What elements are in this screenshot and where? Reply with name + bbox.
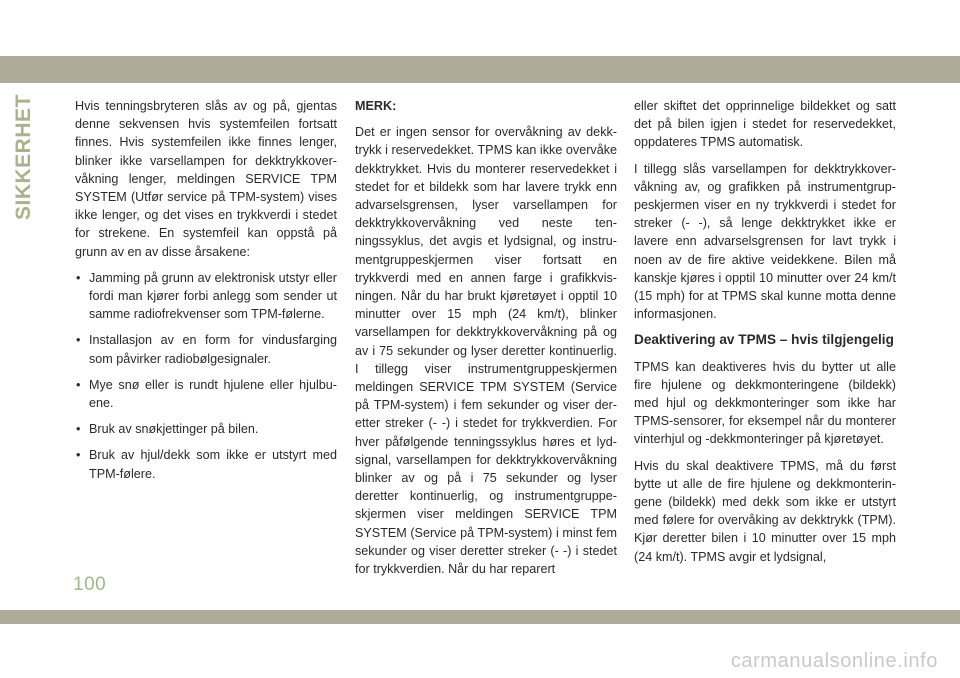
list-item: • Bruk av hjul/dekk som ikke er utstyrt med TPM-følere. — [75, 446, 337, 482]
header-band — [0, 56, 960, 83]
section-heading: Deaktivering av TPMS – hvis tilgjengelig — [634, 332, 894, 348]
continuation-paragraph: eller skiftet det opprinnelige bildekket og satt det på bilen igjen i stedet for reservedekket, oppdateres TPMS automatisk. — [634, 99, 896, 150]
column-1 — [75, 97, 337, 491]
cause-list — [75, 269, 337, 483]
intro-paragraph: Hvis tenningsbryteren slås av og på, gjentas denne sekvensen hvis systemfeilen fortsatt finnes. Hvis systemfeilen ikke finnes lenger, blinker ikke varsellampen for dekktrykkovervåkning lenger, meldingen SERVICE TPM SYSTEM (Utfør service på TPM-system) vises ikke lenger, og det vises en trykkverdi i stedet for strekene. En systemfeil kan oppstå på grunn av en av disse årsakene: — [75, 99, 337, 259]
deactivation-paragraph: TPMS kan deaktiveres hvis du bytter ut alle fire hjulene og dekkmonteringene (bildekk) med hjul og dekkmonteringer som ikke har TPMS-sensorer, for eksempel når du monterer vinterhjul og -dekkmonteringer på kjøretøyet. — [634, 359, 896, 447]
section-label: SIKKERHET — [12, 94, 35, 220]
list-item: • Bruk av snøkjettinger på bilen. — [75, 420, 337, 438]
watermark: carmanualsonline.info — [730, 650, 938, 672]
list-item: • Jamming på grunn av elektronisk utstyr eller fordi man kjører forbi anlegg som sender ut samme radiofrekvenser som TPM-følerne. — [75, 269, 337, 324]
list-item: • Installasjon av en form for vindusfarging som påvirker radiobølgesignaler. — [75, 331, 337, 367]
note-paragraph: Det er ingen sensor for overvåkning av dekktrykk i reservedekket. TPMS kan ikke overvåke dekktrykket. Hvis du monterer reservedekket i stedet for et bildekk som har lavere trykk enn advarselsgrensen, lyser varsellampen for dekktrykkovervåkning ved neste tenningssyklus, det avgis et lydsignal, og instrumentgruppeskjermen viser fortsatt en trykkverdi med en annen farge i grafikkvisningen. Når du har brukt kjøretøyet i opptil 10 minutter over 15 mph (24 km/t), blinker varsellampen for dekktrykkovervåkning på og av i 75 sekunder og lyser deretter kontinuerlig. I tillegg viser instrumentgruppeskjermen meldingen SERVICE TPM SYSTEM (Service på TPM-system) i fem sekunder og viser deretter streker (- -) i stedet for trykkverdien. For hver påfølgende tenningssyklus høres et lydsignal, varsellampen for dekktrykkovervåkning blinker av og på i 75 sekunder og lyser deretter kontinuerlig, og instrumentgruppeskjermen viser meldingen SERVICE TPM SYSTEM (Service på TPM-system) i minst fem sekunder og viser deretter streker (- -) i stedet for trykkverdien. Når du har reparert — [355, 125, 617, 577]
footer-band — [0, 610, 960, 624]
column-3 — [634, 97, 896, 574]
deactivation-steps-paragraph: Hvis du skal deaktivere TPMS, må du først bytte ut alle de fire hjulene og dekkmonteringene (bildekk) med dekk som ikke er utstyrt med følere for overvåking av dekktrykk (TPM). Kjør deretter bilen i 10 minutter over 15 mph (24 km/t). TPMS avgir et lydsignal, — [634, 458, 896, 564]
note-title: MERK: — [355, 99, 397, 113]
page-number: 100 — [73, 574, 107, 595]
column-2 — [355, 97, 617, 586]
indicator-paragraph: I tillegg slås varsellampen for dekktrykkovervåkning av, og grafikken på instrumentgruppeskjermen viser en ny trykkverdi i stedet for streker (- -), så lenge dekktrykket ikke er lavere enn advarselsgrensen for lavt trykk i noen av de fire aktive veidekkene. Bilen må kanskje kjøres i opptil 10 minutter over 24 km/t (15 mph) for at TPMS skal kunne motta denne informasjonen. — [634, 161, 896, 322]
list-item: • Mye snø eller is rundt hjulene eller hjulbuene. — [75, 376, 337, 412]
